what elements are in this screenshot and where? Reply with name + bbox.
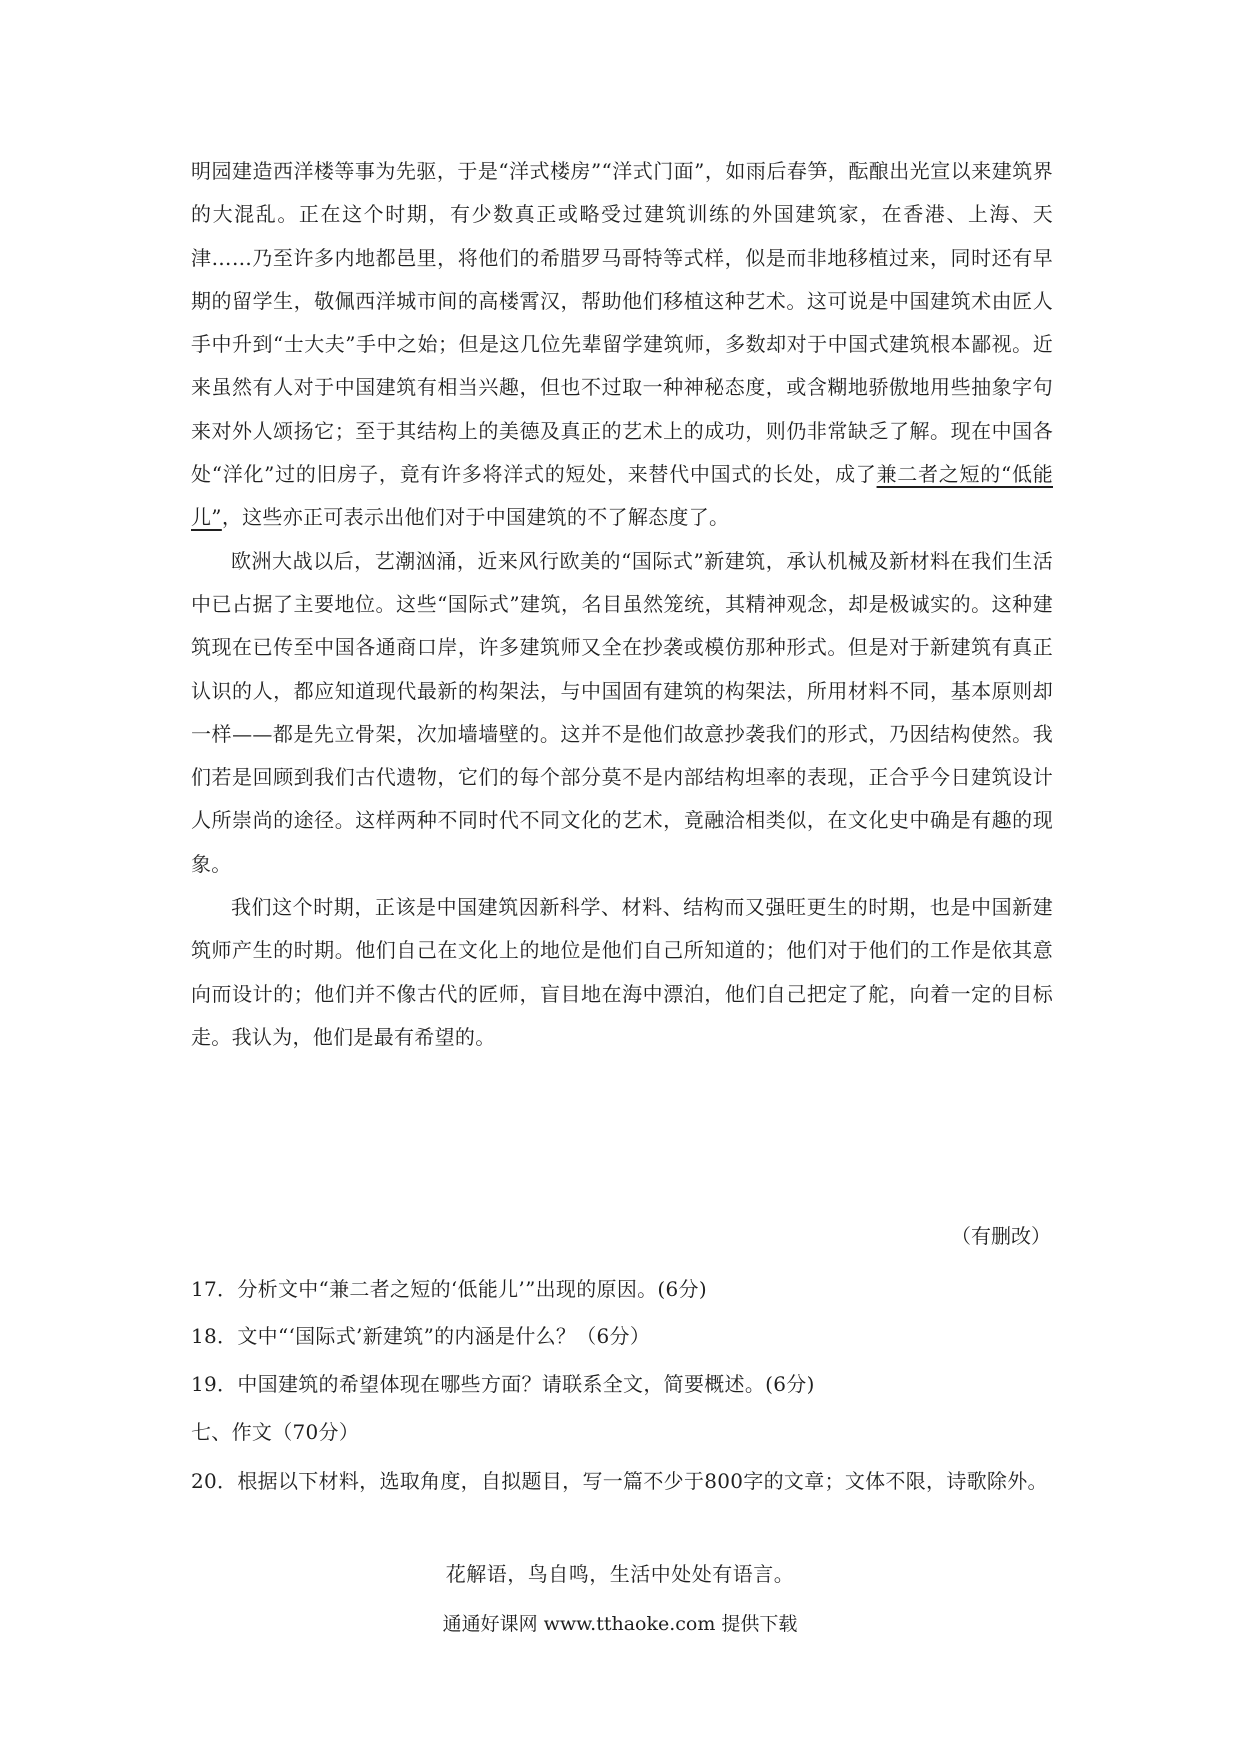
question-18: 18．文中“‘国际式’新建筑”的内涵是什么？（6分） — [191, 1324, 651, 1348]
paragraph-1-text-end: ，这些亦正可表示出他们对于中国建筑的不了解态度了。 — [221, 505, 730, 530]
source-note: （有删改） — [951, 1224, 1051, 1248]
page-footer: 通通好课网 www.tthaoke.com 提供下载 — [442, 1613, 798, 1635]
paragraph-1-text-start: 明园建造西洋楼等事为先驱，于是“洋式楼房”“洋式门面”，如雨后春笋，酝酿出光宣以来建筑界的大混乱。正在这个时期，有少数真正或略受过建筑训练的外国建筑家，在香港、上海、天津……乃至许多内地都邑里，将他们的希腊罗马哥特等式样，似是而非地移植过来，同时还有早期的留学生，敬佩西洋城市间的高楼霄汉，帮助他们移植这种艺术。这可说是中国建筑术由匠人手中升到“士大夫”手中之始；但是这几位先辈留学建筑师，多数却对于中国式建筑根本鄙视。近来虽然有人对于中国建筑有相当兴趣，但也不过取一种神秘态度，或含糊地骄傲地用些抽象字句来对外人颂扬它；至于其结构上的美德及真正的艺术上的成功，则仍非常缺乏了解。现在中国各处“洋化”过的旧房子，竟有许多将洋式的短处，来替代中国式的长处，成了 — [191, 159, 1053, 487]
question-19: 19．中国建筑的希望体现在哪些方面？请联系全文，简要概述。(6分) — [191, 1372, 815, 1396]
passage-paragraph-3: 我们这个时期，正该是中国建筑因新科学、材料、结构而又强旺更生的时期，也是中国新建筑师产生的时期。他们自己在文化上的地位是他们自己所知道的；他们对于他们的工作是依其意向而设计的；他们并不像古代的匠师，盲目地在海中漂泊，他们自己把定了舵，向着一定的目标走。我认为，他们是最有希望的。 — [191, 895, 1053, 1049]
writing-material: 花解语，鸟自鸣，生活中处处有语言。 — [445, 1562, 795, 1586]
underlined-phrase: 兼二者之短的“低能儿” — [191, 462, 1053, 530]
passage-paragraph-2: 欧洲大战以后，艺潮汹涌，近来风行欧美的“国际式”新建筑，承认机械及新材料在我们生活中已占据了主要地位。这些“国际式”建筑，名目虽然笼统，其精神观念，却是极诚实的。这种建筑现在已传至中国各通商口岸，许多建筑师又全在抄袭或模仿那种形式。但是对于新建筑有真正认识的人，都应知道现代最新的构架法，与中国固有建筑的构架法，所用材料不同，基本原则却一样——都是先立骨架，次加墙墙壁的。这并不是他们故意抄袭我们的形式，乃因结构使然。我们若是回顾到我们古代遗物，它们的每个部分莫不是内部结构坦率的表现，正合乎今日建筑设计人所崇尚的途径。这样两种不同时代不同文化的艺术，竟融洽相类似，在文化史中确是有趣的现象。 — [191, 548, 1053, 876]
question-17: 17．分析文中“兼二者之短的‘低能儿’”出现的原因。(6分) — [191, 1277, 707, 1301]
section-heading-composition: 七、作文（70分） — [191, 1420, 360, 1444]
passage-paragraph-1 — [191, 150, 1053, 540]
reading-passage — [191, 150, 1053, 1059]
question-20: 20．根据以下材料，选取角度，自拟题目，写一篇不少于800字的文章；文体不限，诗歌除外。 — [191, 1469, 1048, 1493]
